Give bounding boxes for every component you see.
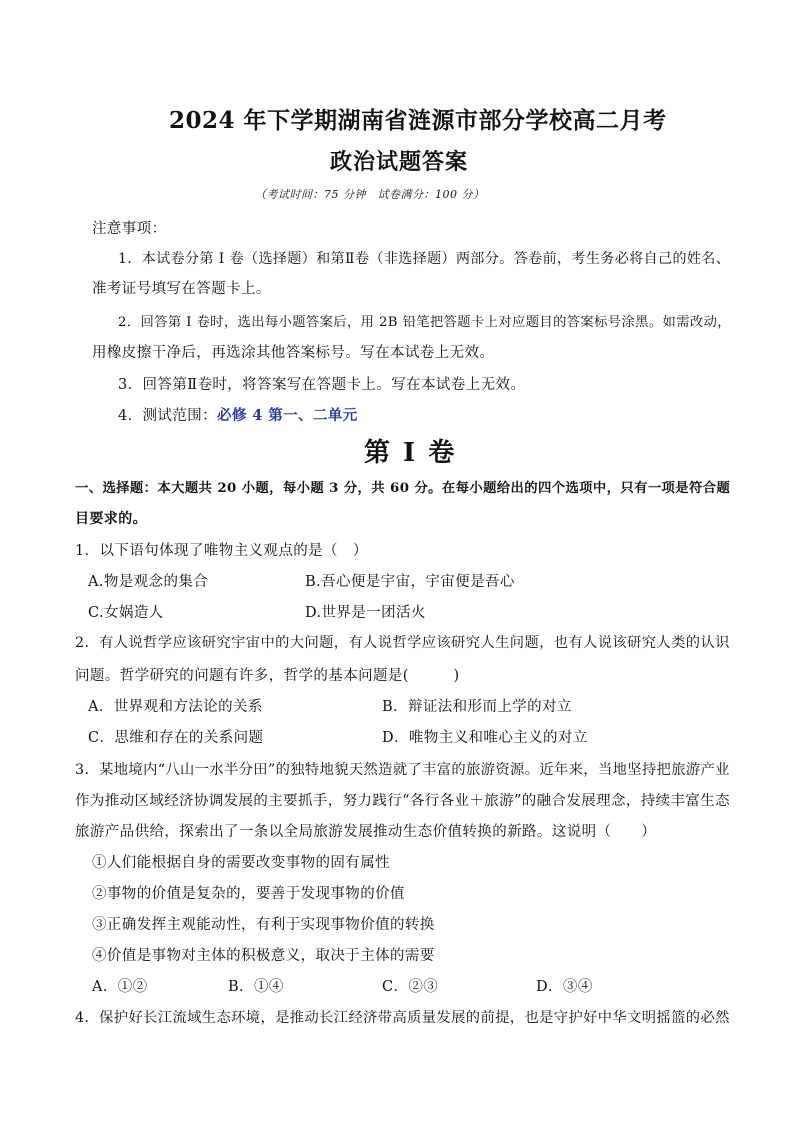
notice-item-1-cont: 准考证号填写在答题卡上。 xyxy=(92,281,271,297)
q2-stem-cont: 问题。哲学研究的问题有许多，哲学的基本问题是( ) xyxy=(75,668,460,684)
page-title: 2024 年下学期湖南省涟源市部分学校高二月考 xyxy=(169,107,667,134)
q3-statement-3: ③正确发挥主观能动性，有利于实现事物价值的转换 xyxy=(92,917,435,933)
q3-stem-cont-2: 旅游产品供给，探索出了一条以全局旅游发展推动生态价值转换的新路。这说明（ ） xyxy=(75,824,657,840)
q2-option-a: A．世界观和方法论的关系 xyxy=(88,699,263,715)
section-instruction-cont: 目要求的。 xyxy=(75,511,147,527)
q1-stem: 1．以下语句体现了唯物主义观点的是（ ） xyxy=(75,543,368,559)
q2-option-d: D．唯物主义和唯心主义的对立 xyxy=(382,730,588,746)
q1-option-b: B.吾心便是宇宙，宇宙便是吾心 xyxy=(305,574,515,590)
q3-statement-2: ②事物的价值是复杂的，要善于发现事物的价值 xyxy=(92,886,405,902)
q4-stem: 4．保护好长江流域生态环境，是推动长江经济带高质量发展的前提，也是守护好中华文明摇篮的必然 xyxy=(75,1010,730,1026)
q3-stem: 3．某地境内“八山一水半分田”的独特地貌天然造就了丰富的旅游资源。近年来，当地坚持把旅游产业 xyxy=(75,762,730,778)
q3-option-b: B．①④ xyxy=(228,979,284,995)
notice-item-4-prefix: 4．测试范围： xyxy=(118,408,218,424)
page-subtitle: 政治试题答案 xyxy=(330,149,469,175)
q1-option-a: A.物是观念的集合 xyxy=(88,574,209,590)
q1-option-c: C.女娲造人 xyxy=(88,605,164,621)
q3-statement-4: ④价值是事物对主体的积极意义，取决于主体的需要 xyxy=(92,948,435,964)
q2-option-b: B．辩证法和形而上学的对立 xyxy=(382,699,572,715)
notice-item-2: 2．回答第 I 卷时，选出每小题答案后，用 2B 铅笔把答题卡上对应题目的答案标号涂黑。如需改动， xyxy=(118,315,731,330)
q3-stem-cont-1: 作为推动区域经济协调发展的主要抓手，努力践行“各行各业＋旅游”的融合发展理念，持续丰富生态 xyxy=(75,793,730,809)
q2-stem: 2．有人说哲学应该研究宇宙中的大问题，有人说哲学应该研究人生问题，也有人说该研究人类的认识 xyxy=(75,635,730,651)
q3-option-a: A．①② xyxy=(92,979,148,995)
q3-option-c: C．②③ xyxy=(382,979,439,995)
part-heading: 第 I 卷 xyxy=(364,438,457,468)
q3-option-d: D．③④ xyxy=(536,979,593,995)
section-instruction: 一、选择题：本大题共 20 小题，每小题 3 分，共 60 分。在每小题给出的四个选项中，只有一项是符合题 xyxy=(75,480,731,496)
q2-option-c: C．思维和存在的关系问题 xyxy=(88,730,264,746)
notice-item-2-cont: 用橡皮擦干净后，再选涂其他答案标号。写在本试卷上无效。 xyxy=(92,345,495,361)
notice-heading: 注意事项： xyxy=(92,221,167,237)
notice-item-3: 3．回答第Ⅱ卷时，将答案写在答题卡上。写在本试卷上无效。 xyxy=(118,377,526,393)
q1-option-d: D.世界是一团活火 xyxy=(305,605,426,621)
test-scope: 必修 4 第一、二单元 xyxy=(217,407,358,424)
q3-statement-1: ①人们能根据自身的需要改变事物的固有属性 xyxy=(92,855,390,871)
notice-item-4 xyxy=(118,404,358,425)
notice-item-1: 1．本试卷分第 I 卷（选择题）和第Ⅱ卷（非选择题）两部分。答卷前，考生务必将自己的姓名、 xyxy=(118,251,731,267)
exam-info: （考试时间：75 分钟 试卷满分：100 分） xyxy=(255,188,485,201)
